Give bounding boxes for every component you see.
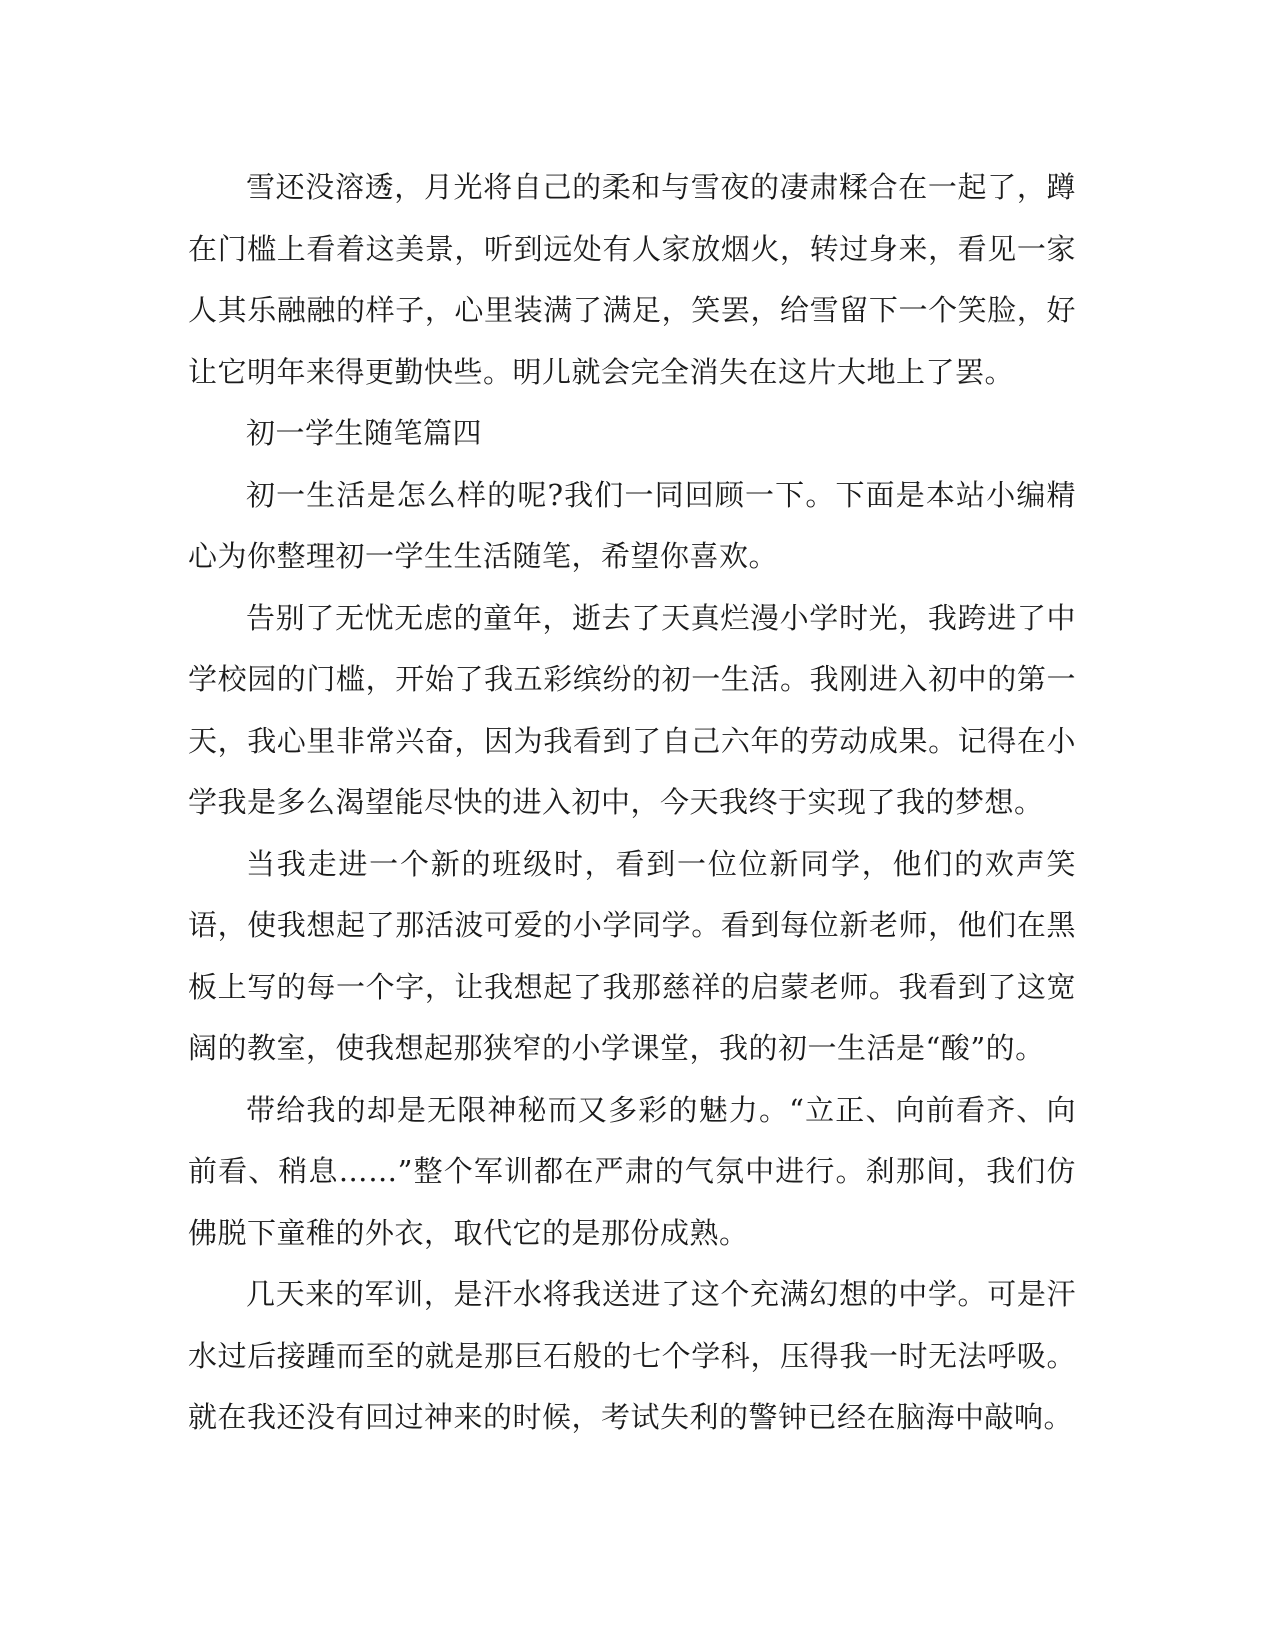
document-body — [188, 157, 1076, 1449]
section-heading: 初一学生随笔篇四 — [246, 416, 483, 450]
paragraph-subjects: 几天来的军训，是汗水将我送进了这个充满幻想的中学。可是汗水过后接踵而至的就是那巨石般的七个学科，压得我一时无法呼吸。就在我还没有回过神来的时候，考试失利的警钟已经在脑海中敲响。 — [188, 1277, 1076, 1434]
paragraph-intro: 初一生活是怎么样的呢?我们一同回顾一下。下面是本站小编精心为你整理初一学生生活随笔，希望你喜欢。 — [188, 477, 1076, 573]
paragraph-new-class: 当我走进一个新的班级时，看到一位位新同学，他们的欢声笑语，使我想起了那活波可爱的小学同学。看到每位新老师，他们在黑板上写的每一个字，让我想起了我那慈祥的启蒙老师。我看到了这宽阔的教室，使我想起那狭窄的小学课堂，我的初一生活是“酸”的。 — [188, 846, 1076, 1065]
paragraph-snow-night: 雪还没溶透，月光将自己的柔和与雪夜的凄肃糅合在一起了，蹲在门槛上看着这美景，听到远处有人家放烟火，转过身来，看见一家人其乐融融的样子，心里装满了满足，笑罢，给雪留下一个笑脸，好让它明年来得更勤快些。明儿就会完全消失在这片大地上了罢。 — [188, 170, 1076, 389]
paragraph-military-training: 带给我的却是无限神秘而又多彩的魅力。“立正、向前看齐、向前看、稍息……”整个军训都在严肃的气氛中进行。刹那间，我们仿佛脱下童稚的外衣，取代它的是那份成熟。 — [188, 1092, 1076, 1250]
paragraph-farewell-childhood: 告别了无忧无虑的童年，逝去了天真烂漫小学时光，我跨进了中学校园的门槛，开始了我五彩缤纷的初一生活。我刚进入初中的第一天，我心里非常兴奋，因为我看到了自己六年的劳动成果。记得在小学我是多么渴望能尽快的进入初中，今天我终于实现了我的梦想。 — [188, 600, 1076, 819]
